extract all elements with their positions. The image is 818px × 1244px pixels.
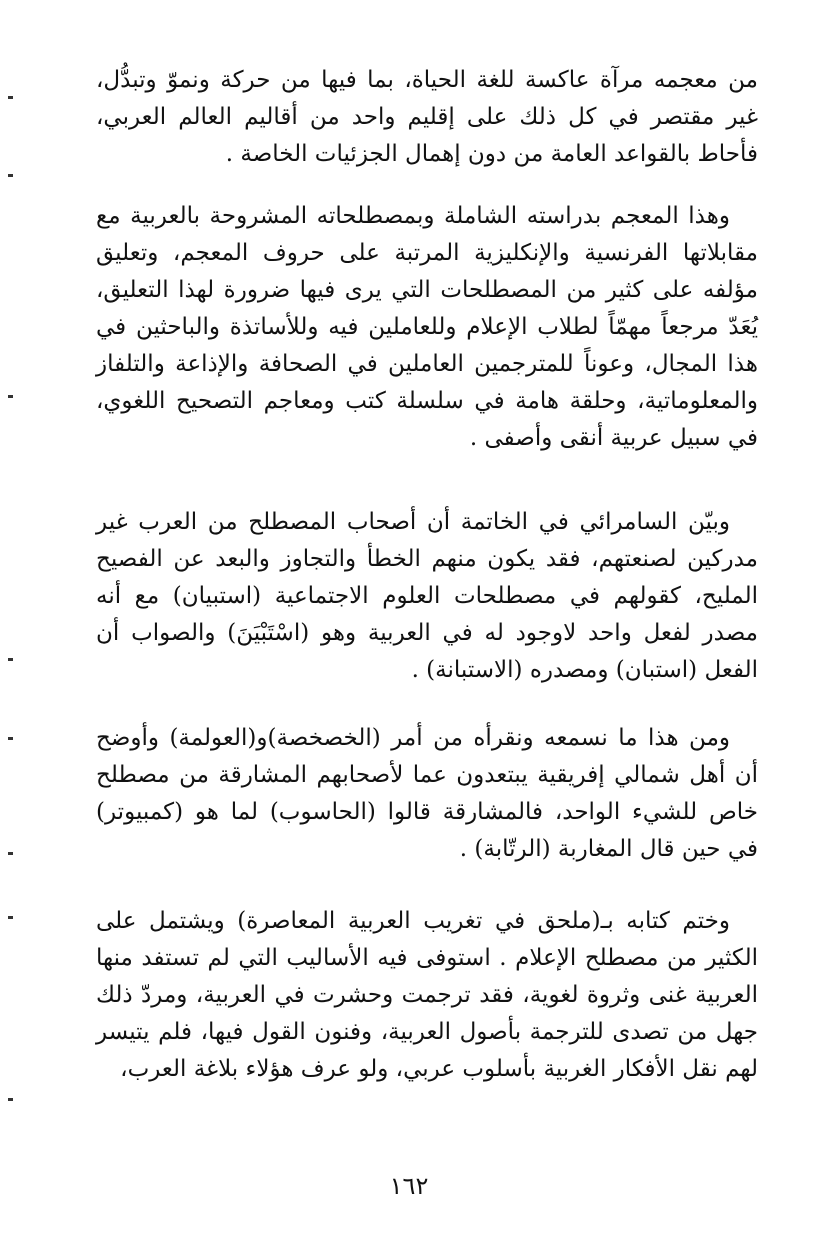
margin-mark bbox=[8, 96, 13, 99]
paragraph-2 bbox=[96, 198, 758, 457]
paragraph-1-text: من معجمه مرآة عاكسة للغة الحياة، بما فيها من حركة ونموّ وتبدُّل، غير مقتصر في كل ذلك على إقليم واحد من أقاليم العالم العربي، فأحاط بالقواعد العامة من دون إهمال الجزئيات الخاصة . bbox=[96, 67, 758, 167]
paragraph-1 bbox=[96, 62, 758, 173]
paragraph-3-text: وبيّن السامرائي في الخاتمة أن أصحاب المصطلح من العرب غير مدركين لصنعتهم، فقد يكون منهم الخطأ والتجاوز والبعد عن الفصيح المليح، كقولهم في مصطلحات العلوم الاجتماعية (استبيان) مع أنه مصدر لفعل واحد لاوجود له في العربية وهو (اسْتَبْيَنَ) والصواب أن الفعل (استبان) ومصدره (الاستبانة) . bbox=[96, 509, 758, 683]
paragraph-4 bbox=[96, 720, 758, 868]
page-number: ١٦٢ bbox=[389, 1172, 429, 1200]
paragraph-4-text: ومن هذا ما نسمعه ونقرأه من أمر (الخصخصة)و(العولمة) وأوضح أن أهل شمالي إفريقية يبتعدون عما لأصحابهم المشارقة من مصطلح خاص للشيء الواحد، فالمشارقة قالوا (الحاسوب) لما هو (كمبيوتر) في حين قال المغاربة (الرتّابة) . bbox=[96, 725, 758, 862]
paragraph-5-text: وختم كتابه بـ(ملحق في تغريب العربية المعاصرة) ويشتمل على الكثير من مصطلح الإعلام . استوفى فيه الأساليب التي لم تستفد منها العربية غنى وثروة لغوية، فقد ترجمت وحشرت في العربية، ومردّ ذلك جهل من تصدى للترجمة بأصول العربية، وفنون القول فيها، فلم يتيسر لهم نقل الأفكار الغربية بأسلوب عربي، ولو عرف هؤلاء بلاغة العرب، bbox=[96, 908, 758, 1082]
paragraph-5 bbox=[96, 903, 758, 1088]
margin-mark bbox=[8, 395, 13, 398]
paragraph-2-text: وهذا المعجم بدراسته الشاملة وبمصطلحاته المشروحة بالعربية مع مقابلاتها الفرنسية والإنكليزية المرتبة على حروف المعجم، وتعليق مؤلفه على كثير من المصطلحات التي يرى فيها ضرورة لهذا التعليق، يُعَدّ مرجعاً مهمّاً لطلاب الإعلام وللعاملين فيه وللأساتذة والباحثين في هذا المجال، وعوناً للمترجمين العاملين في الصحافة والإذاعة والتلفاز والمعلوماتية، وحلقة هامة في سلسلة كتب ومعاجم التصحيح اللغوي، في سبيل عربية أنقى وأصفى . bbox=[96, 203, 758, 451]
margin-mark bbox=[8, 737, 13, 740]
paragraph-3 bbox=[96, 504, 758, 689]
margin-mark bbox=[8, 916, 13, 919]
margin-mark bbox=[8, 852, 13, 855]
margin-mark bbox=[8, 1098, 13, 1101]
margin-mark bbox=[8, 658, 13, 661]
margin-mark bbox=[8, 174, 13, 177]
